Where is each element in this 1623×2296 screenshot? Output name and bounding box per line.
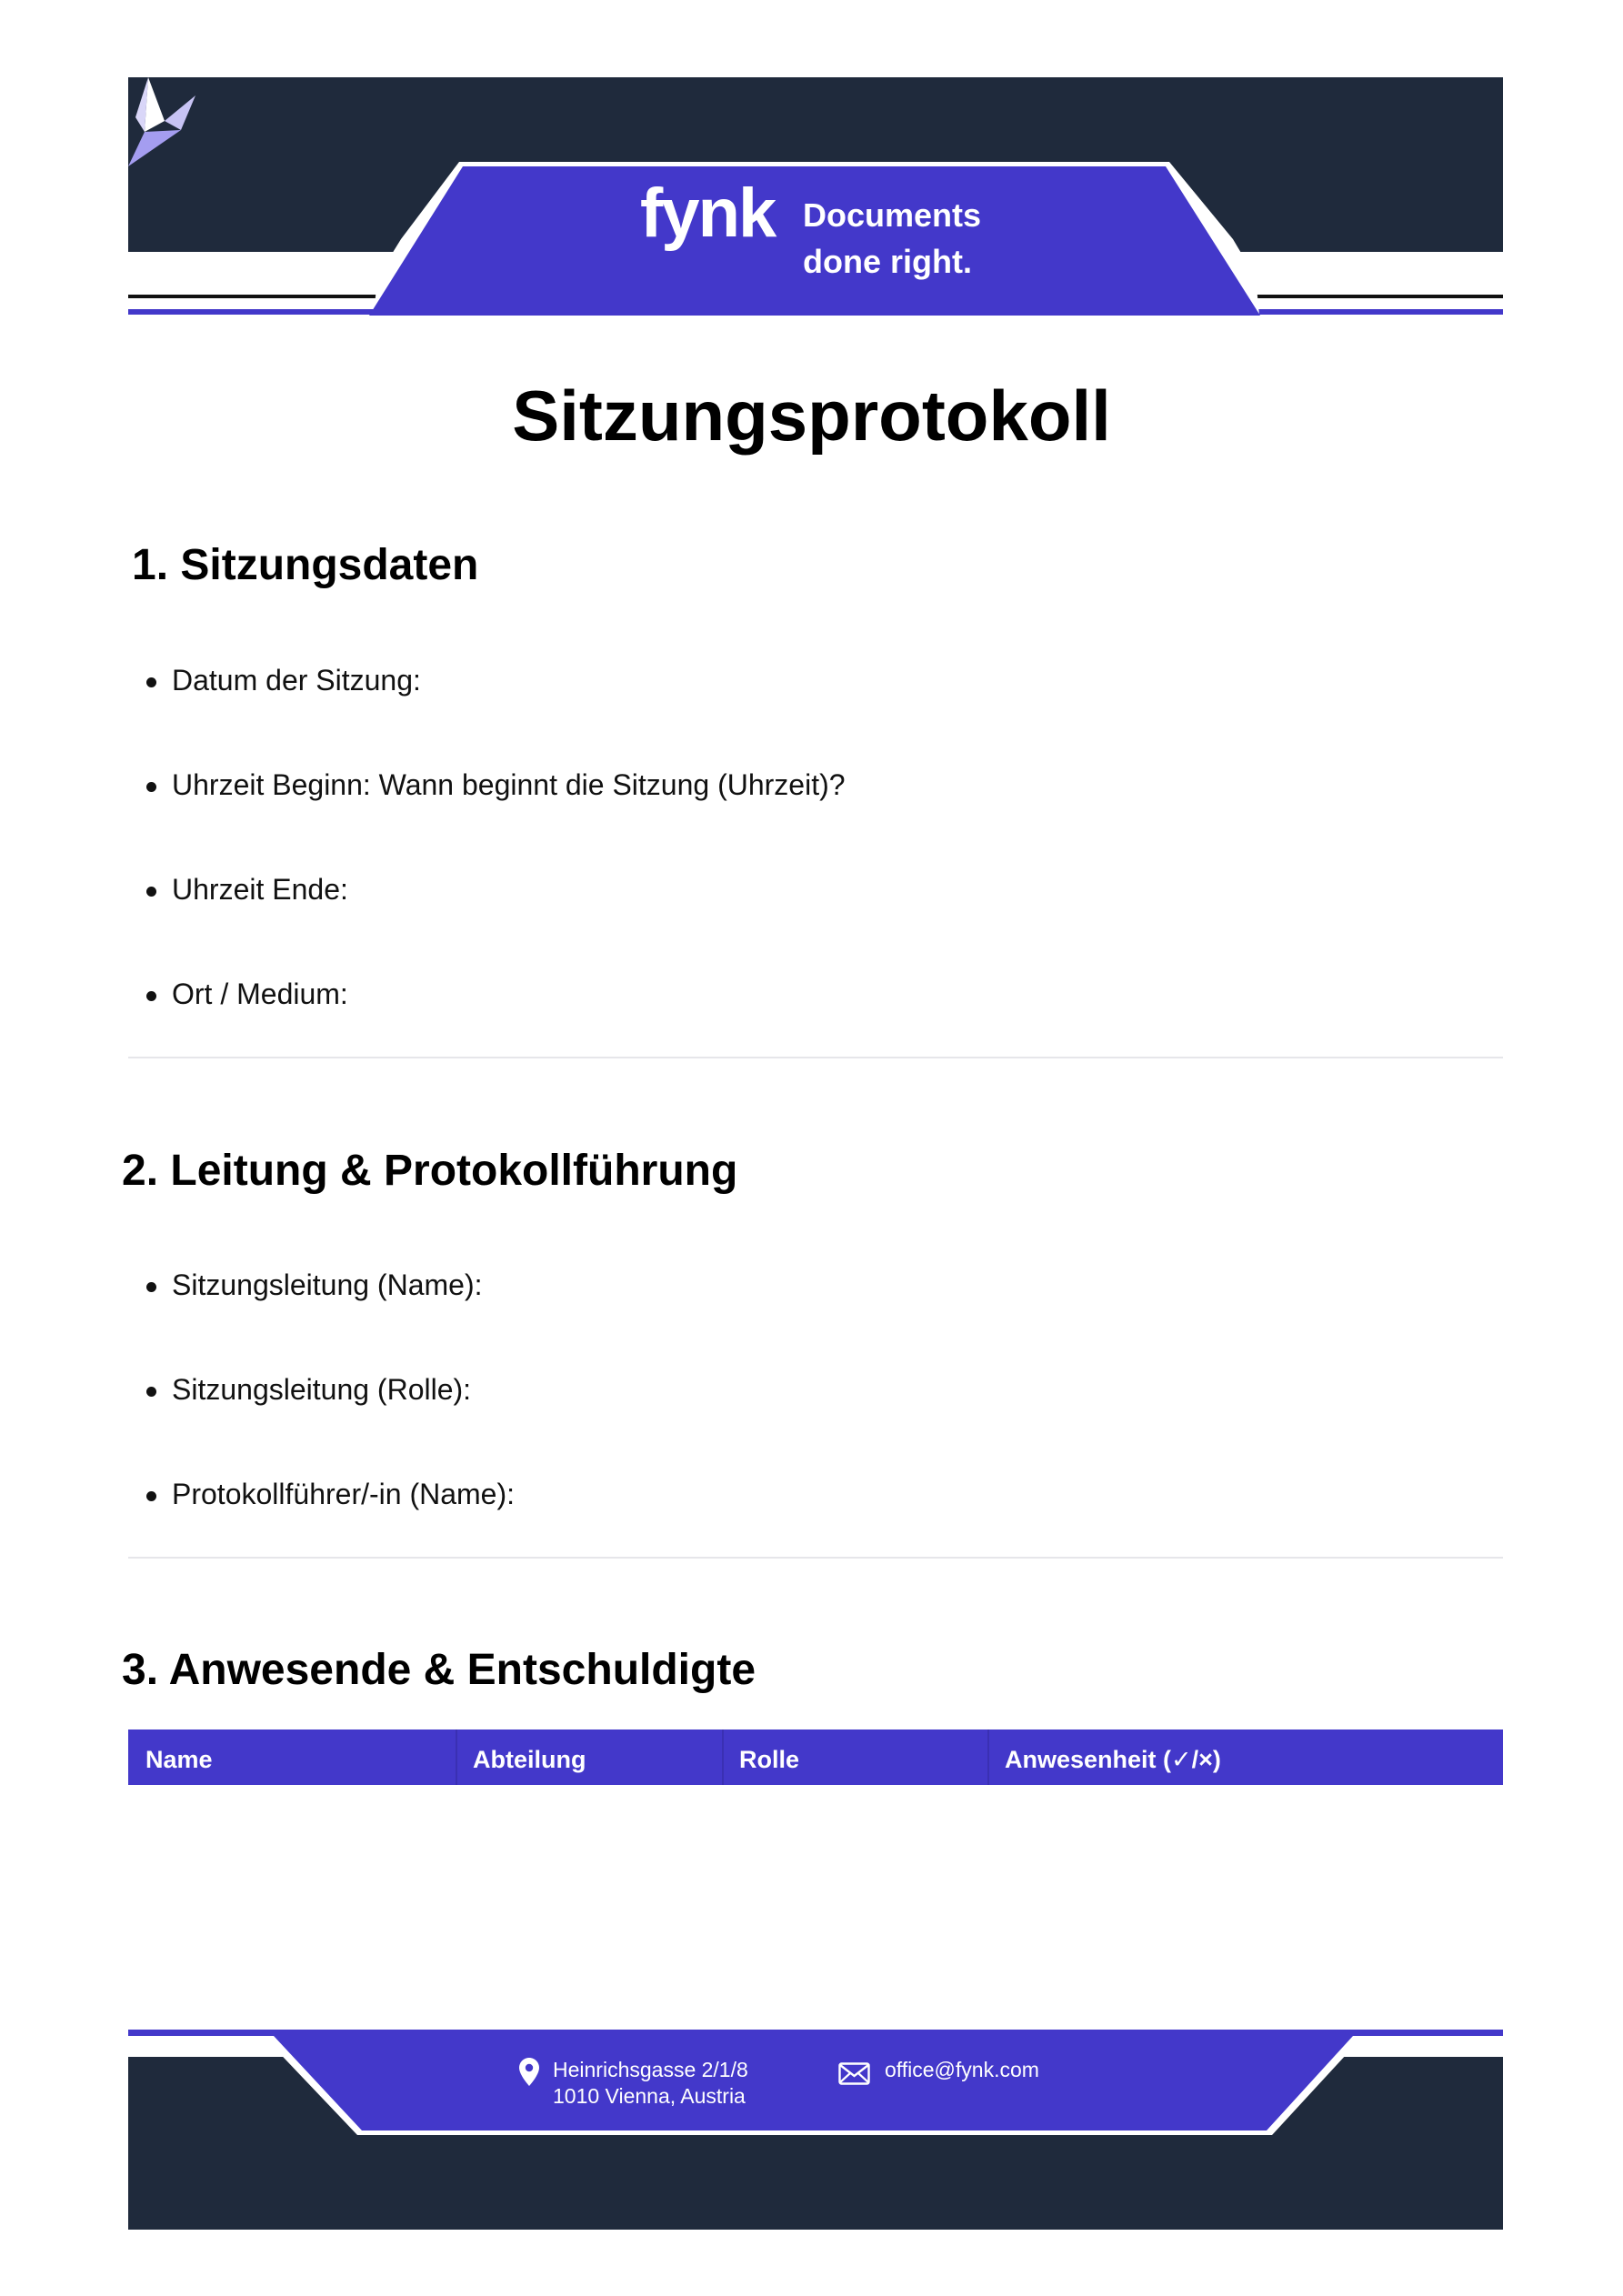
list-item-text: Ort / Medium: [172, 978, 348, 1010]
table-header-name: Name [145, 1746, 213, 1773]
section-heading-sitzungsdaten: 1. Sitzungsdaten [132, 541, 479, 589]
brand-name: fynk [640, 175, 776, 252]
table-header-rolle: Rolle [739, 1746, 800, 1773]
list-item-text: Uhrzeit Beginn: Wann beginnt die Sitzung (Uhrzeit)? [172, 768, 846, 801]
footer-address-line2: 1010 Vienna, Austria [553, 2084, 746, 2108]
section-divider [128, 1057, 1503, 1058]
footer-address-line1: Heinrichsgasse 2/1/8 [553, 2058, 748, 2081]
section-heading-anwesende: 3. Anwesende & Entschuldigte [122, 1646, 756, 1694]
table-header-separator [722, 1730, 724, 1785]
list-item-text: Protokollführer/-in (Name): [172, 1478, 515, 1510]
page-footer [128, 2030, 1503, 2230]
section-divider [128, 1557, 1503, 1559]
brand-tagline-line1: Documents [803, 196, 982, 234]
table-header-separator [987, 1730, 989, 1785]
list-item-text: Sitzungsleitung (Rolle): [172, 1373, 472, 1406]
envelope-icon [838, 2062, 870, 2085]
section-heading-leitung: 2. Leitung & Protokollführung [122, 1147, 738, 1195]
table-header-separator [456, 1730, 457, 1785]
fynk-logo-icon [128, 77, 206, 168]
page-title: Sitzungsprotokoll [512, 376, 1111, 456]
brand-tagline-line2: done right. [803, 243, 972, 280]
table-header-abteilung: Abteilung [473, 1746, 586, 1773]
table-header-anwesenheit: Anwesenheit (✓/×) [1005, 1746, 1221, 1773]
list-item-text: Datum der Sitzung: [172, 664, 421, 697]
footer-banner [128, 2030, 1503, 2230]
list-item-text: Sitzungsleitung (Name): [172, 1268, 483, 1301]
location-pin-icon [519, 2058, 539, 2086]
list-item-text: Uhrzeit Ende: [172, 873, 348, 906]
footer-email-link[interactable]: office@fynk.com [885, 2058, 1039, 2081]
page-header [128, 77, 1503, 318]
attendance-table-header [128, 1730, 1503, 1785]
